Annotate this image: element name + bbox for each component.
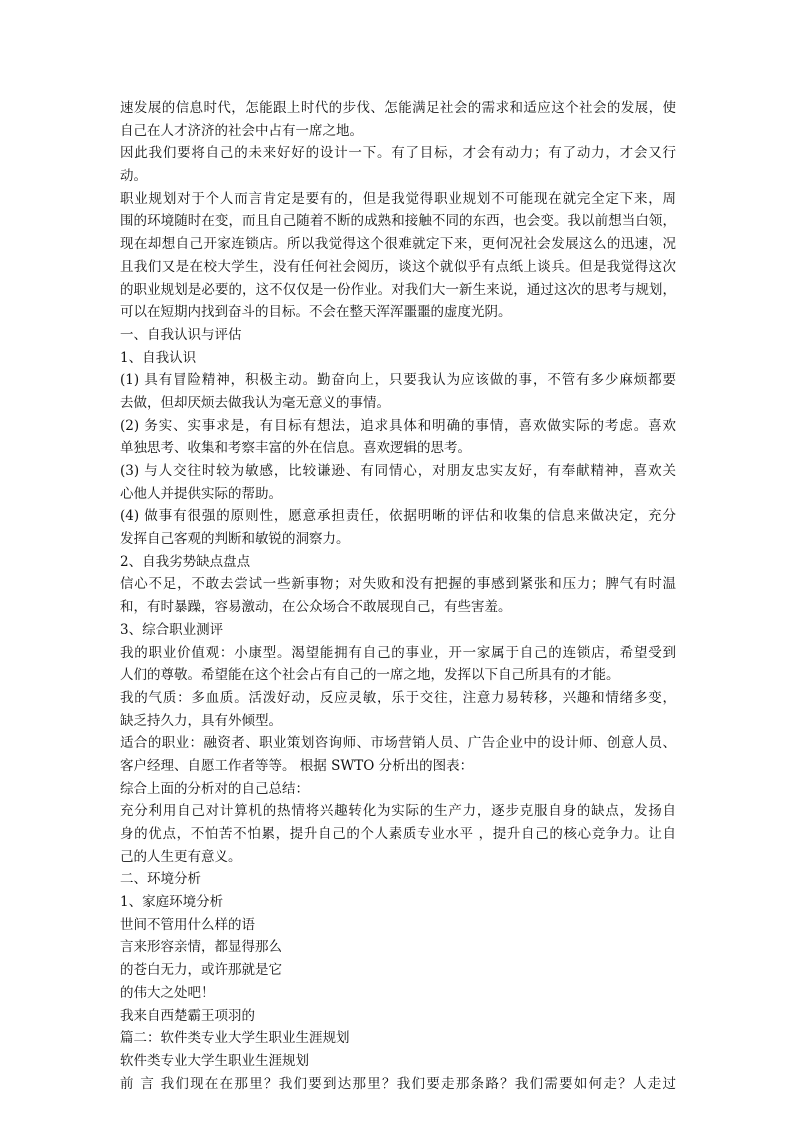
document-body xyxy=(120,97,676,1095)
text-line: 客户经理、自愿工作者等等。 根据 SWTO 分析出的图表： xyxy=(120,757,474,774)
text-line: 世间不管用什么样的语 xyxy=(120,916,255,933)
text-line: 因此我们要将自己的未来好好的设计一下。有了目标，才会有动力；有了动力，才会又行 xyxy=(120,145,676,162)
text-line: (2) 务实、实事求是，有目标有想法，追求具体和明确的事情，喜欢做实际的考虑。喜欢 xyxy=(120,417,676,434)
text-line: (3) 与人交往时较为敏感，比较谦逊、有同情心，对朋友忠实友好，有奉献精神，喜欢关 xyxy=(120,463,676,479)
text-line: 前 言 我们现在在那里？我们要到达那里？我们要走那条路？我们需要如何走？人走过 xyxy=(120,1075,676,1092)
text-line: 且我们又是在校大学生，没有任何社会阅历，谈这个就似乎有点纸上谈兵。但是我觉得这次 xyxy=(120,258,676,275)
text-line: 的伟大之处吧！ xyxy=(120,984,215,1001)
text-line: (4) 做事有很强的原则性，愿意承担责任，依据明晰的评估和收集的信息来做决定，充分 xyxy=(120,508,676,525)
text-line: 围的环境随时在变，而且自己随着不断的成熟和接触不同的东西，也会变。我以前想当白领， xyxy=(120,213,676,230)
text-line: 1、家庭环境分析 xyxy=(120,894,224,911)
text-line: 言来形容亲情，都显得那么 xyxy=(120,939,282,956)
text-line: 2、自我劣势缺点盘点 xyxy=(120,553,251,570)
text-line: 篇二：软件类专业大学生职业生涯规划 xyxy=(120,1030,350,1047)
text-line: 我来自西楚霸王项羽的 xyxy=(120,1007,255,1024)
text-line: 去做，但却厌烦去做我认为毫无意义的事情。 xyxy=(120,394,390,411)
text-line: 一、自我认识与评估 xyxy=(120,326,242,343)
text-line: 1、自我认识 xyxy=(120,349,197,366)
text-line: (1) 具有冒险精神，积极主动。勤奋向上，只要我认为应该做的事，不管有多少麻烦都要 xyxy=(120,372,676,389)
text-line: 己的人生更有意义。 xyxy=(120,848,242,865)
text-line: 二、环境分析 xyxy=(120,871,201,888)
text-line: 的苍白无力，或许那就是它 xyxy=(120,962,282,979)
text-line: 我的职业价值观：小康型。渴望能拥有自己的事业，开一家属于自己的连锁店，希望受到 xyxy=(120,644,676,661)
text-line: 现在却想自己开家连锁店。所以我觉得这个很难就定下来，更何况社会发展这么的迅速，况 xyxy=(120,236,676,253)
text-line: 心他人并提供实际的帮助。 xyxy=(120,485,282,502)
text-line: 适合的职业：融资者、职业策划咨询师、市场营销人员、广告企业中的设计师、创意人员、 xyxy=(120,735,676,752)
text-line: 综合上面的分析对的自己总结： xyxy=(120,780,309,797)
text-line: 信心不足，不敢去尝试一些新事物；对失败和没有把握的事感到紧张和压力；脾气有时温 xyxy=(120,576,676,593)
text-line: 充分利用自己对计算机的热情将兴趣转化为实际的生产力，逐步克服自身的缺点，发扬自 xyxy=(120,803,676,820)
text-line: 我的气质：多血质。活泼好动，反应灵敏，乐于交往，注意力易转移，兴趣和情绪多变， xyxy=(120,689,676,706)
text-line: 软件类专业大学生职业生涯规划 xyxy=(120,1052,309,1069)
text-line: 速发展的信息时代，怎能跟上时代的步伐、怎能满足社会的需求和适应这个社会的发展，使 xyxy=(120,100,676,116)
text-line: 发挥自己客观的判断和敏锐的洞察力。 xyxy=(120,531,350,548)
text-line: 的职业规划是必要的，这不仅仅是一份作业。对我们大一新生来说，通过这次的思考与规划， xyxy=(120,281,676,298)
text-line: 自己在人才济济的社会中占有一席之地。 xyxy=(120,122,363,139)
text-line: 和，有时暴躁，容易激动，在公众场合不敢展现自己，有些害羞。 xyxy=(120,599,512,616)
text-line: 动。 xyxy=(120,168,147,185)
text-line: 3、综合职业测评 xyxy=(120,621,224,638)
text-line: 人们的尊敬。希望能在这个社会占有自己的一席之地，发挥以下自己所具有的才能。 xyxy=(120,667,620,684)
text-line: 可以在短期内找到奋斗的目标。不会在整天浑浑噩噩的虚度光阴。 xyxy=(120,304,512,321)
text-line: 缺乏持久力，具有外倾型。 xyxy=(120,712,282,729)
text-line: 职业规划对于个人而言肯定是要有的，但是我觉得职业规划不可能现在就完全定下来，周 xyxy=(120,190,676,207)
text-line: 身的优点，不怕苦不怕累，提升自己的个人素质专业水平 ，提升自己的核心竞争力。让自 xyxy=(120,826,676,842)
text-line: 单独思考、收集和考察丰富的外在信息。喜欢逻辑的思考。 xyxy=(120,440,471,457)
